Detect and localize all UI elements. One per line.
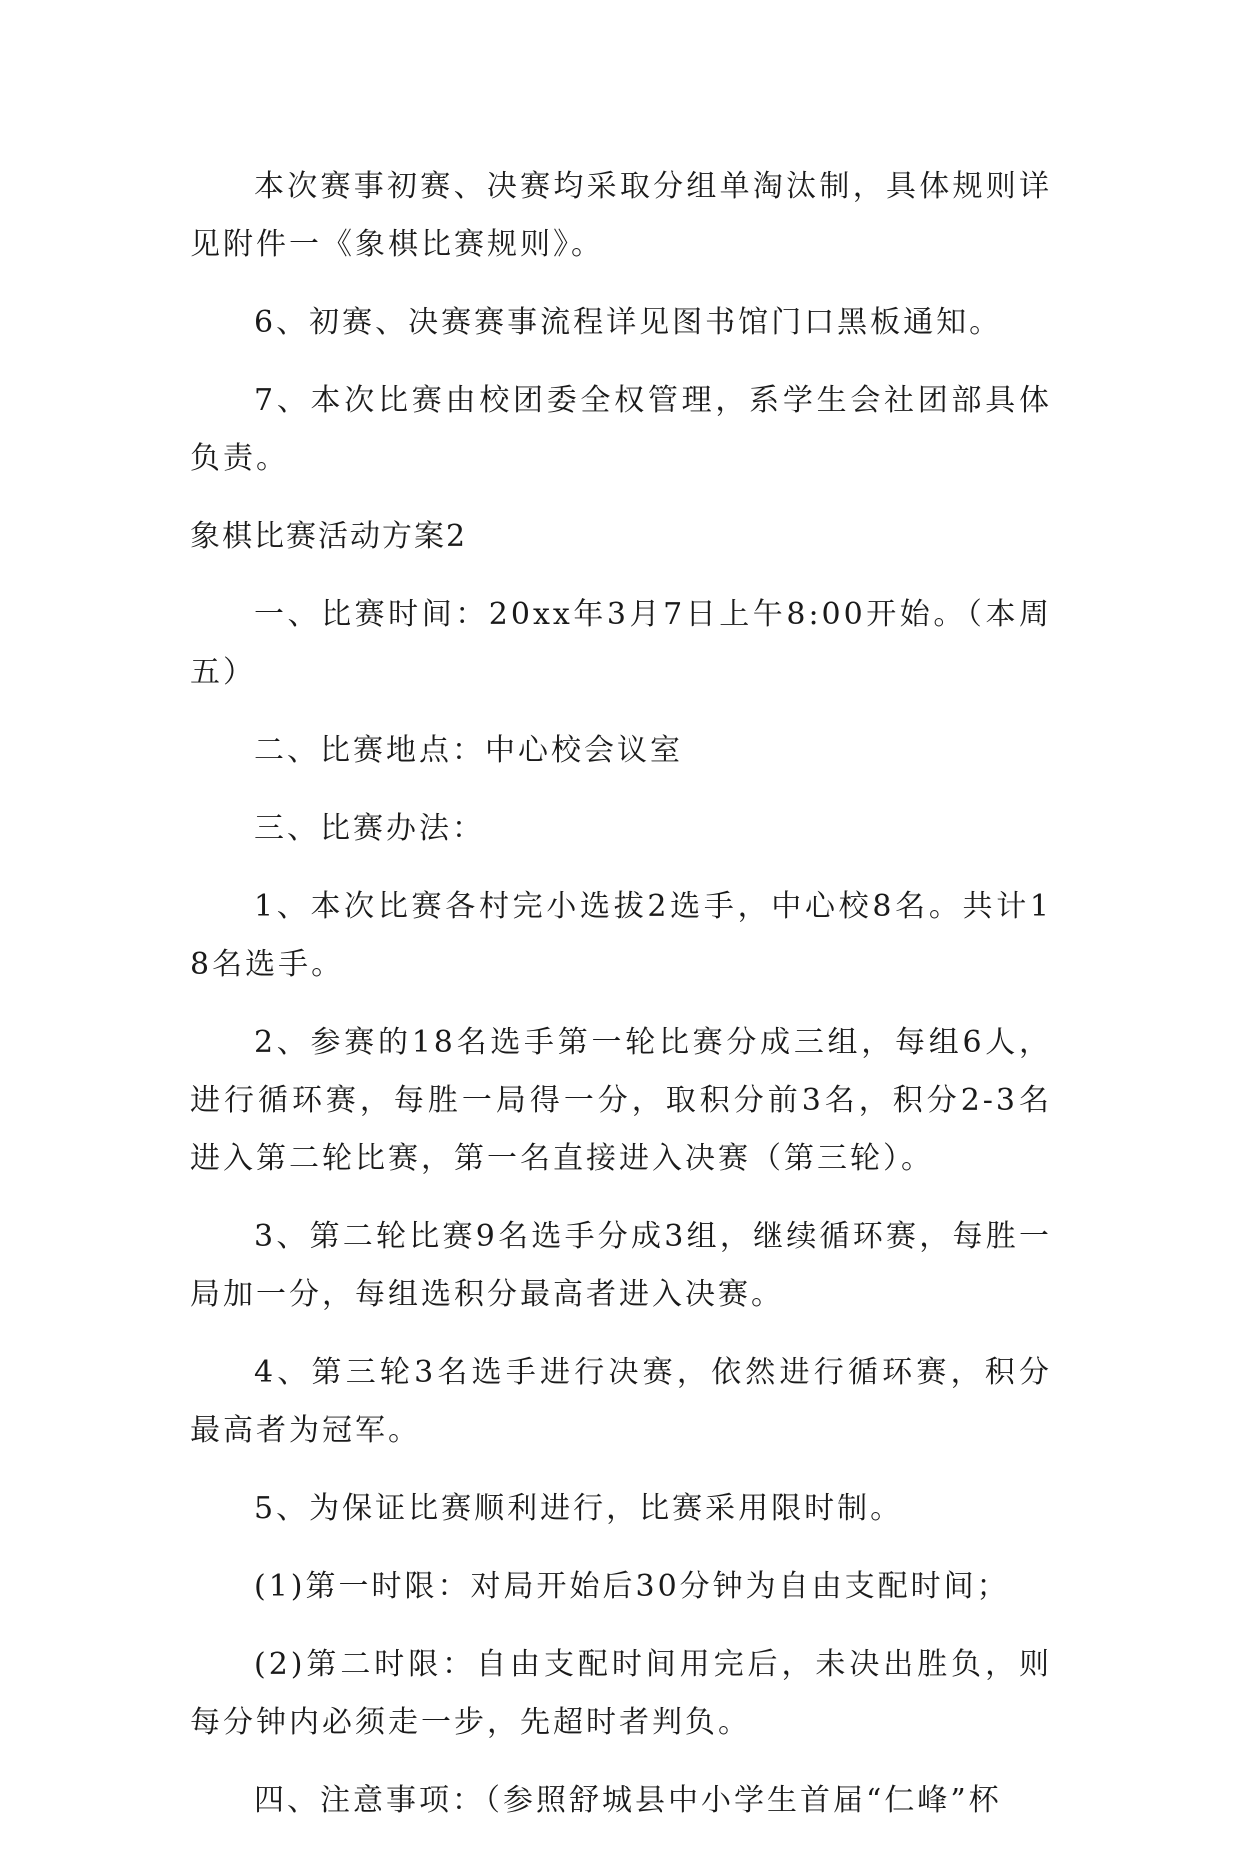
paragraph-method-2: 2、参赛的18名选手第一轮比赛分成三组，每组6人，进行循环赛，每胜一局得一分，取积分前3名，积分2-3名进入第二轮比赛，第一名直接进入决赛（第三轮）。 bbox=[190, 1025, 1052, 1176]
document-body bbox=[190, 158, 1052, 1850]
paragraph-match-time: 一、比赛时间：20xx年3月7日上午8:00开始。（本周五） bbox=[190, 597, 1052, 690]
paragraph-method-4: 4、第三轮3名选手进行决赛，依然进行循环赛，积分最高者为冠军。 bbox=[190, 1355, 1052, 1448]
paragraph-item-6: 6、初赛、决赛赛事流程详见图书馆门口黑板通知。 bbox=[254, 305, 1003, 340]
paragraph-match-method: 三、比赛办法： bbox=[254, 811, 485, 846]
section-heading: 象棋比赛活动方案2 bbox=[190, 519, 468, 554]
paragraph-method-1: 1、本次比赛各村完小选拔2选手，中心校8名。共计18名选手。 bbox=[190, 889, 1052, 982]
paragraph-rules-reference: 本次赛事初赛、决赛均采取分组单淘汰制，具体规则详见附件一《象棋比赛规则》。 bbox=[190, 169, 1052, 262]
paragraph-item-7: 7、本次比赛由校团委全权管理，系学生会社团部具体负责。 bbox=[190, 383, 1052, 476]
paragraph-time-limit-2: (2)第二时限：自由支配时间用完后，未决出胜负，则每分钟内必须走一步，先超时者判负。 bbox=[190, 1647, 1052, 1740]
paragraph-notes: 四、注意事项：（参照舒城县中小学生首届“仁峰”杯 bbox=[254, 1783, 1002, 1818]
paragraph-match-location: 二、比赛地点：中心校会议室 bbox=[254, 733, 683, 768]
paragraph-time-limit-1: (1)第一时限：对局开始后30分钟为自由支配时间； bbox=[254, 1569, 1010, 1604]
paragraph-method-3: 3、第二轮比赛9名选手分成3组，继续循环赛，每胜一局加一分，每组选积分最高者进入决赛。 bbox=[190, 1219, 1052, 1312]
paragraph-method-5: 5、为保证比赛顺利进行，比赛采用限时制。 bbox=[254, 1491, 904, 1526]
